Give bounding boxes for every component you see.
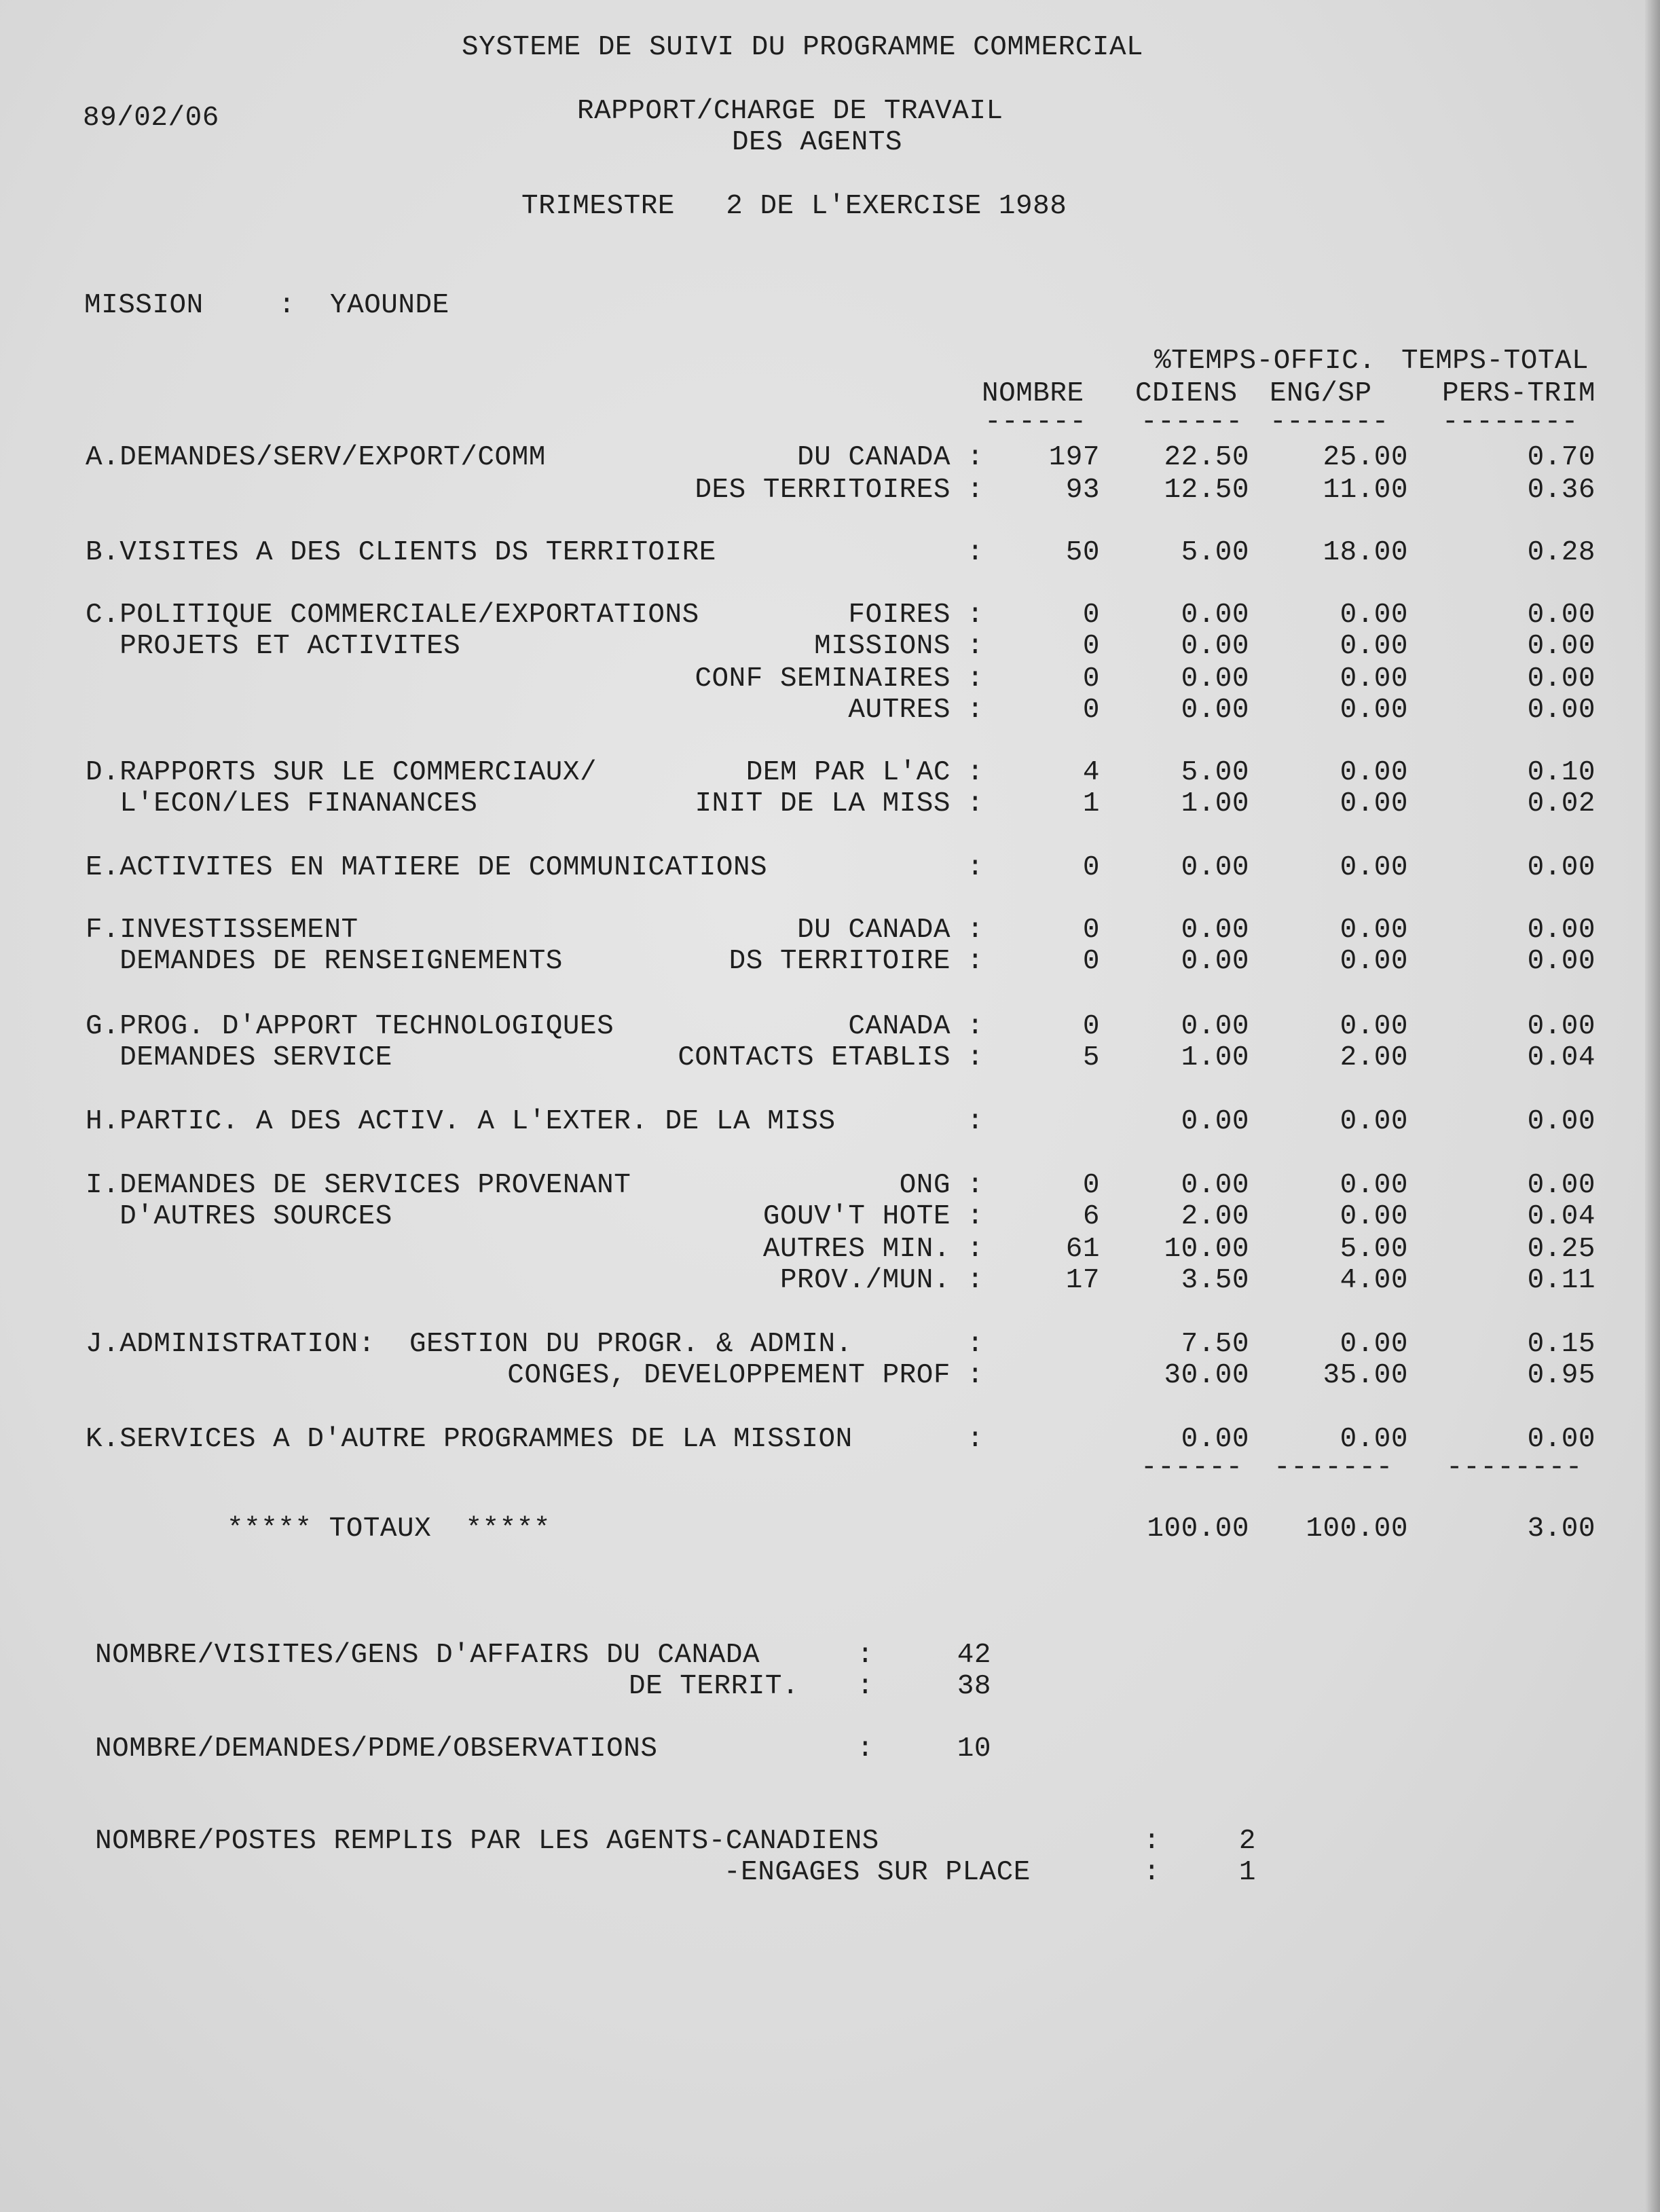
- row-cdiens: 10.00: [1164, 1234, 1249, 1265]
- row-cdiens: 0.00: [1181, 663, 1249, 695]
- row-engsp: 0.00: [1340, 663, 1408, 695]
- row-label: D'AUTRES SOURCES: [86, 1201, 392, 1232]
- row-pers-trim: 0.00: [1527, 695, 1596, 726]
- row-pers-trim: 0.00: [1527, 1011, 1596, 1042]
- row-engsp: 0.00: [1340, 600, 1408, 631]
- row-sublabel: MISSIONS: [814, 631, 951, 662]
- row-sublabel: DES TERRITOIRES: [695, 475, 951, 506]
- row-colon: :: [967, 946, 984, 977]
- row-cdiens: 22.50: [1164, 442, 1249, 473]
- col-header-engsp: ENG/SP: [1270, 378, 1372, 409]
- row-engsp: 0.00: [1340, 757, 1408, 788]
- row-engsp: 0.00: [1340, 1170, 1408, 1201]
- row-cdiens: 5.00: [1181, 757, 1249, 788]
- col-rule-engsp: -------: [1270, 407, 1389, 438]
- row-label: DEMANDES DE RENSEIGNEMENTS: [86, 946, 563, 977]
- row-sublabel: CONF SEMINAIRES: [695, 663, 951, 695]
- row-sublabel: AUTRES: [848, 695, 951, 726]
- row-pers-trim: 0.00: [1527, 946, 1596, 977]
- row-cdiens: 2.00: [1181, 1201, 1249, 1232]
- row-nombre: 0: [1082, 1011, 1100, 1042]
- visites-colon: :: [857, 1640, 874, 1671]
- row-cdiens: 0.00: [1181, 946, 1249, 977]
- visites-canada-value: 42: [957, 1640, 991, 1671]
- row-pers-trim: 0.04: [1527, 1201, 1596, 1232]
- row-colon: :: [967, 1042, 984, 1073]
- row-pers-trim: 0.36: [1527, 475, 1596, 506]
- row-engsp: 0.00: [1340, 946, 1408, 977]
- row-pers-trim: 0.02: [1527, 788, 1596, 819]
- row-label: B.VISITES A DES CLIENTS DS TERRITOIRE: [86, 537, 716, 568]
- total-time-header: TEMPS-TOTAL: [1401, 346, 1589, 377]
- row-sublabel: CANADA: [848, 1011, 951, 1042]
- row-engsp: 0.00: [1340, 1201, 1408, 1232]
- visites-territ-value: 38: [957, 1671, 991, 1702]
- row-nombre: 6: [1082, 1201, 1100, 1232]
- row-engsp: 2.00: [1340, 1042, 1408, 1073]
- row-sublabel: CONTACTS ETABLIS: [678, 1042, 951, 1073]
- row-nombre: 0: [1082, 915, 1100, 946]
- total-rule-pers-trim: --------: [1446, 1452, 1583, 1483]
- row-colon: :: [967, 695, 984, 726]
- visites-label: NOMBRE/VISITES/GENS D'AFFAIRS DU CANADA: [95, 1640, 760, 1671]
- row-colon: :: [967, 1329, 984, 1360]
- row-pers-trim: 0.00: [1527, 600, 1596, 631]
- row-pers-trim: 0.00: [1527, 1424, 1596, 1455]
- row-colon: :: [967, 663, 984, 695]
- row-engsp: 4.00: [1340, 1265, 1408, 1296]
- row-engsp: 0.00: [1340, 915, 1408, 946]
- row-cdiens: 30.00: [1164, 1360, 1249, 1391]
- visites-territ-colon: :: [857, 1671, 874, 1702]
- mission-separator: :: [278, 290, 296, 321]
- total-cdiens: 100.00: [1147, 1513, 1249, 1545]
- row-pers-trim: 0.00: [1527, 915, 1596, 946]
- row-pers-trim: 0.25: [1527, 1234, 1596, 1265]
- demandes-value: 10: [957, 1733, 991, 1765]
- row-pers-trim: 0.95: [1527, 1360, 1596, 1391]
- postes-place-value: 1: [1238, 1857, 1256, 1888]
- row-pers-trim: 0.00: [1527, 1170, 1596, 1201]
- row-pers-trim: 0.00: [1527, 631, 1596, 662]
- row-pers-trim: 0.70: [1527, 442, 1596, 473]
- row-sublabel: DEM PAR L'AC: [745, 757, 951, 788]
- row-label: A.DEMANDES/SERV/EXPORT/COMM: [86, 442, 546, 473]
- row-colon: :: [967, 537, 984, 568]
- row-colon: :: [967, 1360, 984, 1391]
- row-cdiens: 0.00: [1181, 695, 1249, 726]
- row-nombre: 4: [1082, 757, 1100, 788]
- row-colon: :: [967, 1011, 984, 1042]
- row-colon: :: [967, 788, 984, 819]
- row-sublabel: AUTRES MIN.: [762, 1234, 951, 1265]
- total-pers-trim: 3.00: [1527, 1513, 1596, 1545]
- postes-canadiens-value: 2: [1238, 1826, 1256, 1857]
- row-engsp: 35.00: [1323, 1360, 1408, 1391]
- row-label: K.SERVICES A D'AUTRE PROGRAMMES DE LA MISSION: [86, 1424, 853, 1455]
- row-nombre: 1: [1082, 788, 1100, 819]
- row-engsp: 0.00: [1340, 788, 1408, 819]
- row-pers-trim: 0.10: [1527, 757, 1596, 788]
- row-cdiens: 1.00: [1181, 788, 1249, 819]
- row-engsp: 0.00: [1340, 1329, 1408, 1360]
- total-engsp: 100.00: [1306, 1513, 1408, 1545]
- row-colon: :: [967, 1170, 984, 1201]
- postes-colon: :: [1143, 1826, 1161, 1857]
- row-nombre: 0: [1082, 663, 1100, 695]
- report-subtitle: DES AGENTS: [732, 127, 903, 158]
- row-pers-trim: 0.04: [1527, 1042, 1596, 1073]
- col-header-nombre: NOMBRE: [982, 378, 1084, 409]
- row-nombre: 5: [1082, 1042, 1100, 1073]
- postes-place-label: -ENGAGES SUR PLACE: [724, 1857, 1031, 1888]
- row-engsp: 0.00: [1340, 1424, 1408, 1455]
- row-nombre: 61: [1065, 1234, 1100, 1265]
- row-colon: :: [967, 1234, 984, 1265]
- row-sublabel: ONG: [899, 1170, 951, 1201]
- row-engsp: 5.00: [1340, 1234, 1408, 1265]
- row-engsp: 11.00: [1323, 475, 1408, 506]
- row-engsp: 18.00: [1323, 537, 1408, 568]
- row-nombre: 0: [1082, 631, 1100, 662]
- row-label: C.POLITIQUE COMMERCIALE/EXPORTATIONS: [86, 600, 699, 631]
- row-cdiens: 5.00: [1181, 537, 1249, 568]
- row-engsp: 0.00: [1340, 852, 1408, 883]
- row-nombre: 197: [1048, 442, 1100, 473]
- col-rule-pers-trim: --------: [1442, 407, 1579, 438]
- totals-label: ***** TOTAUX *****: [227, 1513, 551, 1545]
- row-cdiens: 12.50: [1164, 475, 1249, 506]
- row-cdiens: 0.00: [1181, 852, 1249, 883]
- row-cdiens: 0.00: [1181, 915, 1249, 946]
- col-header-pers-trim: PERS-TRIM: [1442, 378, 1596, 409]
- row-engsp: 0.00: [1340, 1106, 1408, 1137]
- row-sublabel: DS TERRITOIRE: [728, 946, 951, 977]
- row-colon: :: [967, 475, 984, 506]
- page-edge-shadow: [1645, 0, 1660, 2212]
- row-colon: :: [967, 442, 984, 473]
- row-colon: :: [967, 1265, 984, 1296]
- row-colon: :: [967, 757, 984, 788]
- visites-territ-label: DE TERRIT.: [629, 1671, 800, 1702]
- row-cdiens: 3.50: [1181, 1265, 1249, 1296]
- col-header-cdiens: CDIENS: [1135, 378, 1238, 409]
- total-rule-cdiens: ------: [1141, 1452, 1243, 1483]
- row-pers-trim: 0.15: [1527, 1329, 1596, 1360]
- row-label: G.PROG. D'APPORT TECHNOLOGIQUES: [86, 1011, 614, 1042]
- col-rule-nombre: ------: [984, 407, 1087, 438]
- row-nombre: 93: [1065, 475, 1100, 506]
- row-sublabel: PROV./MUN.: [779, 1265, 951, 1296]
- row-label: L'ECON/LES FINANANCES: [86, 788, 478, 819]
- row-colon: :: [967, 1106, 984, 1137]
- row-colon: :: [967, 631, 984, 662]
- row-label: PROJETS ET ACTIVITES: [86, 631, 461, 662]
- row-sublabel: DU CANADA: [797, 442, 951, 473]
- postes-place-colon: :: [1143, 1857, 1161, 1888]
- row-sublabel: CONGES, DEVELOPPEMENT PROF: [507, 1360, 951, 1391]
- row-pers-trim: 0.00: [1527, 663, 1596, 695]
- row-sublabel: FOIRES: [848, 600, 951, 631]
- mission-label: MISSION: [84, 290, 204, 321]
- row-label: F.INVESTISSEMENT: [86, 915, 358, 946]
- row-sublabel: DU CANADA: [797, 915, 951, 946]
- row-colon: :: [967, 915, 984, 946]
- row-label: D.RAPPORTS SUR LE COMMERCIAUX/: [86, 757, 597, 788]
- row-nombre: 0: [1082, 695, 1100, 726]
- quarter-line: TRIMESTRE 2 DE L'EXERCISE 1988: [521, 191, 1067, 222]
- row-sublabel: GOUV'T HOTE: [762, 1201, 951, 1232]
- mission-value: YAOUNDE: [330, 290, 449, 321]
- row-colon: :: [967, 600, 984, 631]
- demandes-colon: :: [857, 1733, 874, 1765]
- system-title: SYSTEME DE SUIVI DU PROGRAMME COMMERCIAL: [462, 32, 1144, 63]
- row-cdiens: 0.00: [1181, 1170, 1249, 1201]
- row-label: E.ACTIVITES EN MATIERE DE COMMUNICATIONS: [86, 852, 768, 883]
- demandes-label: NOMBRE/DEMANDES/PDME/OBSERVATIONS: [95, 1733, 658, 1765]
- row-label: J.ADMINISTRATION: GESTION DU PROGR. & ADMIN.: [86, 1329, 853, 1360]
- row-cdiens: 0.00: [1181, 1424, 1249, 1455]
- row-cdiens: 0.00: [1181, 1106, 1249, 1137]
- row-nombre: 0: [1082, 852, 1100, 883]
- row-pers-trim: 0.11: [1527, 1265, 1596, 1296]
- row-pers-trim: 0.28: [1527, 537, 1596, 568]
- row-engsp: 0.00: [1340, 695, 1408, 726]
- row-nombre: 0: [1082, 1170, 1100, 1201]
- col-rule-cdiens: ------: [1141, 407, 1243, 438]
- row-nombre: 0: [1082, 946, 1100, 977]
- row-cdiens: 7.50: [1181, 1329, 1249, 1360]
- row-cdiens: 0.00: [1181, 1011, 1249, 1042]
- row-colon: :: [967, 852, 984, 883]
- row-nombre: 0: [1082, 600, 1100, 631]
- row-sublabel: INIT DE LA MISS: [695, 788, 951, 819]
- row-cdiens: 0.00: [1181, 600, 1249, 631]
- row-engsp: 0.00: [1340, 631, 1408, 662]
- postes-label: NOMBRE/POSTES REMPLIS PAR LES AGENTS-CANADIENS: [95, 1826, 879, 1857]
- row-engsp: 0.00: [1340, 1011, 1408, 1042]
- row-colon: :: [967, 1424, 984, 1455]
- row-label: I.DEMANDES DE SERVICES PROVENANT: [86, 1170, 631, 1201]
- row-cdiens: 0.00: [1181, 631, 1249, 662]
- report-date: 89/02/06: [83, 103, 219, 134]
- row-pers-trim: 0.00: [1527, 1106, 1596, 1137]
- report-title: RAPPORT/CHARGE DE TRAVAIL: [577, 96, 1003, 127]
- row-nombre: 50: [1065, 537, 1100, 568]
- pct-time-header: %TEMPS-OFFIC.: [1154, 346, 1376, 377]
- row-label: H.PARTIC. A DES ACTIV. A L'EXTER. DE LA MISS: [86, 1106, 836, 1137]
- row-colon: :: [967, 1201, 984, 1232]
- row-pers-trim: 0.00: [1527, 852, 1596, 883]
- row-engsp: 25.00: [1323, 442, 1408, 473]
- total-rule-engsp: -------: [1274, 1452, 1393, 1483]
- row-nombre: 17: [1065, 1265, 1100, 1296]
- row-cdiens: 1.00: [1181, 1042, 1249, 1073]
- row-label: DEMANDES SERVICE: [86, 1042, 392, 1073]
